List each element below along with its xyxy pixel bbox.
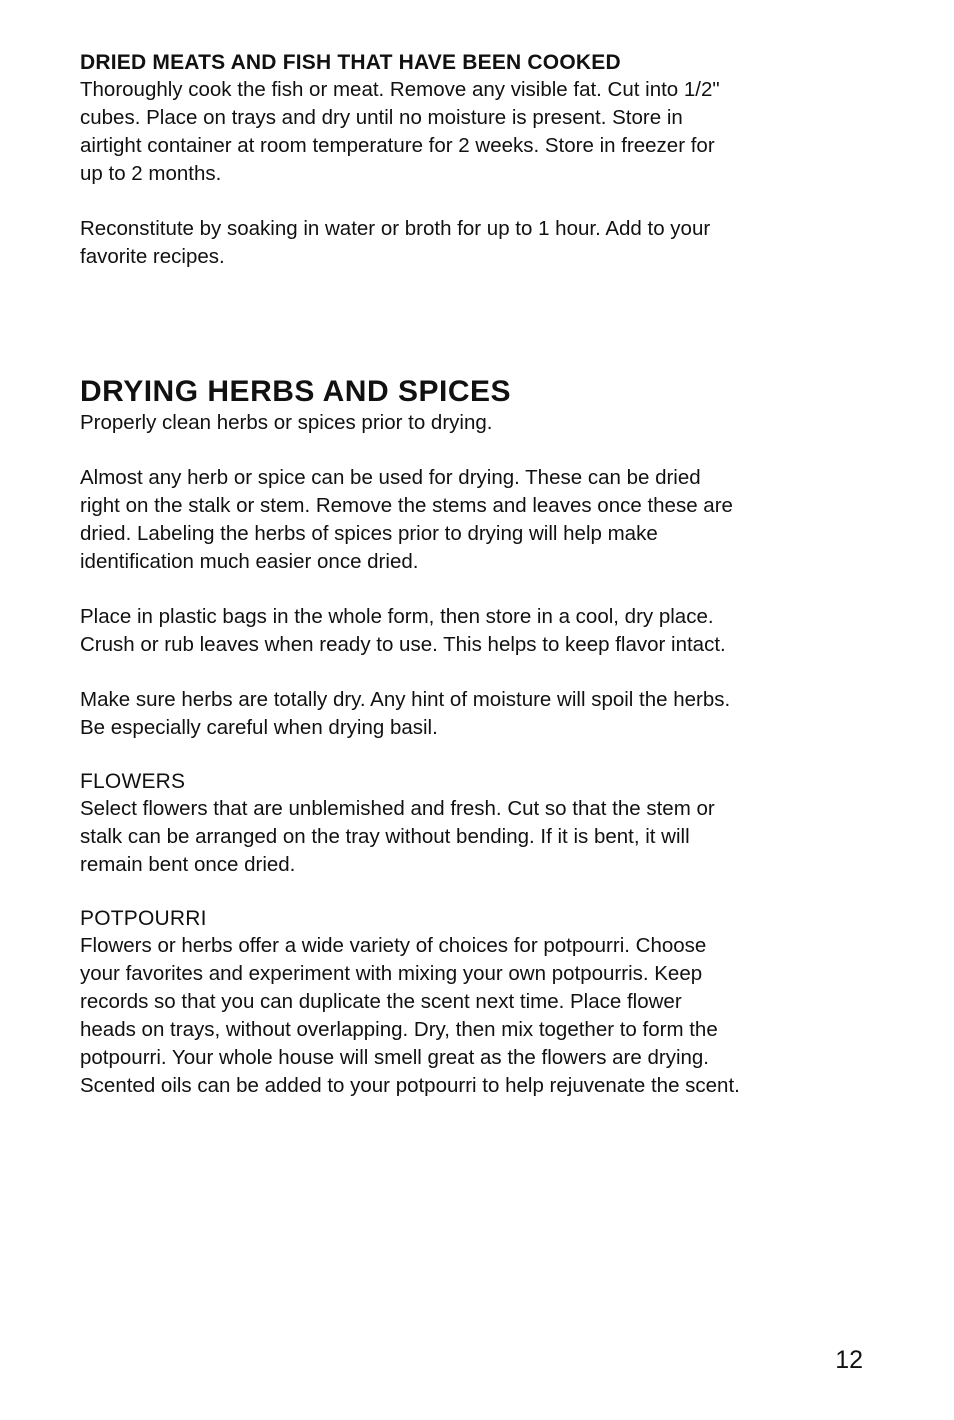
paragraph-herbs-almost-any <box>80 464 870 576</box>
text-line: Be especially careful when drying basil. <box>80 716 438 739</box>
paragraph-dried-meats-reconstitute <box>80 215 870 271</box>
text-line: potpourri. Your whole house will smell great as the flowers are drying. <box>80 1046 709 1069</box>
paragraph-herbs-dry <box>80 686 870 742</box>
text-line: Thoroughly cook the fish or meat. Remove any visible fat. Cut into 1/2" <box>80 78 720 101</box>
heading-dried-meats: DRIED MEATS AND FISH THAT HAVE BEEN COOKED <box>80 51 621 74</box>
text-line: Flowers or herbs offer a wide variety of choices for potpourri. Choose <box>80 934 707 957</box>
paragraph-potpourri <box>80 932 870 1100</box>
text-line: stalk can be arranged on the tray without bending. If it is bent, it will <box>80 825 690 848</box>
text-line: Almost any herb or spice can be used for drying. These can be dried <box>80 466 701 489</box>
text-line: Properly clean herbs or spices prior to drying. <box>80 411 493 434</box>
text-line: Crush or rub leaves when ready to use. This helps to keep flavor intact. <box>80 633 726 656</box>
text-line: right on the stalk or stem. Remove the stems and leaves once these are <box>80 494 733 517</box>
text-line: your favorites and experiment with mixing your own potpourris. Keep <box>80 962 703 985</box>
text-line: Select flowers that are unblemished and fresh. Cut so that the stem or <box>80 797 715 820</box>
text-line: cubes. Place on trays and dry until no moisture is present. Store in <box>80 106 683 129</box>
paragraph-dried-meats-instructions <box>80 76 870 188</box>
heading-potpourri: POTPOURRI <box>80 907 207 930</box>
paragraph-flowers <box>80 795 870 879</box>
text-line: dried. Labeling the herbs of spices prior to drying will help make <box>80 522 658 545</box>
text-line: Reconstitute by soaking in water or broth for up to 1 hour. Add to your <box>80 217 711 240</box>
text-line: Make sure herbs are totally dry. Any hint of moisture will spoil the herbs. <box>80 688 731 711</box>
heading-flowers: FLOWERS <box>80 770 186 793</box>
text-line: favorite recipes. <box>80 245 225 268</box>
text-line: remain bent once dried. <box>80 853 296 876</box>
text-line: airtight container at room temperature for 2 weeks. Store in freezer for <box>80 134 715 157</box>
text-line: Scented oils can be added to your potpourri to help rejuvenate the scent. <box>80 1074 740 1097</box>
manual-page <box>80 50 870 1100</box>
text-line: up to 2 months. <box>80 162 222 185</box>
heading-drying-herbs: DRYING HERBS AND SPICES <box>80 375 512 408</box>
page-number: 12 <box>835 1346 863 1374</box>
paragraph-herbs-clean <box>80 409 870 437</box>
text-line: identification much easier once dried. <box>80 550 419 573</box>
text-line: Place in plastic bags in the whole form, then store in a cool, dry place. <box>80 605 714 628</box>
text-line: heads on trays, without overlapping. Dry, then mix together to form the <box>80 1018 718 1041</box>
paragraph-herbs-storage <box>80 603 870 659</box>
text-line: records so that you can duplicate the scent next time. Place flower <box>80 990 682 1013</box>
